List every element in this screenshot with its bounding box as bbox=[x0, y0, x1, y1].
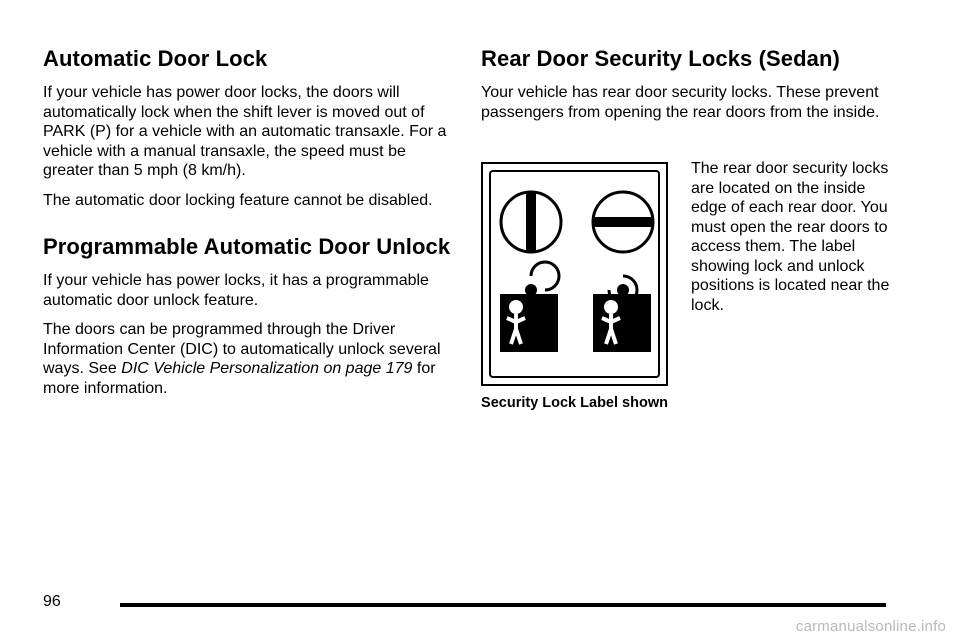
child-locked-icon bbox=[500, 262, 559, 352]
lock-position-horizontal-icon bbox=[592, 192, 654, 252]
security-lock-label-figure bbox=[481, 162, 668, 386]
dic-text-tail: for more information. bbox=[43, 360, 436, 397]
paragraph-dic-programming bbox=[43, 320, 453, 398]
heading-automatic-door-lock: Automatic Door Lock bbox=[43, 46, 268, 71]
dic-reference-link[interactable]: DIC Vehicle Personalization on page 179 bbox=[121, 360, 413, 377]
paragraph-cannot-disable: The automatic door locking feature cannot be disabled. bbox=[43, 191, 433, 209]
watermark: carmanualsonline.info bbox=[795, 618, 946, 635]
heading-programmable-unlock: Programmable Automatic Door Unlock bbox=[43, 234, 451, 259]
dic-text: The doors can be programmed through the Driver Information Center (DIC) to automatically unlock several ways. See bbox=[43, 321, 441, 377]
label-illustration bbox=[483, 164, 670, 388]
paragraph-lock-location: The rear door security locks are located on the inside edge of each rear door. You must open the rear doors to access them. The label showing lock and unlock positions is located near the lock. bbox=[691, 160, 890, 314]
figure-caption: Security Lock Label shown bbox=[481, 395, 668, 411]
right-column bbox=[481, 44, 901, 132]
left-column bbox=[43, 44, 453, 408]
heading-rear-door-security: Rear Door Security Locks (Sedan) bbox=[481, 46, 840, 71]
paragraph-programmable-desc: If your vehicle has power locks, it has a programmable automatic door unlock feature. bbox=[43, 272, 429, 309]
child-unlocked-icon bbox=[593, 276, 651, 352]
paragraph-rear-locks-desc: Your vehicle has rear door security locks. These prevent passengers from opening the rear doors from the inside. bbox=[481, 84, 880, 121]
page-number: 96 bbox=[43, 593, 61, 610]
lock-position-vertical-icon bbox=[501, 191, 561, 253]
paragraph-automatic-lock-desc: If your vehicle has power door locks, the doors will automatically lock when the shift lever is moved out of PARK (P) for a vehicle with an automatic transaxle. For a vehicle with a manual transaxle, the speed must be greater than 5 mph (8 km/h). bbox=[43, 84, 447, 179]
footer-rule bbox=[120, 603, 886, 607]
